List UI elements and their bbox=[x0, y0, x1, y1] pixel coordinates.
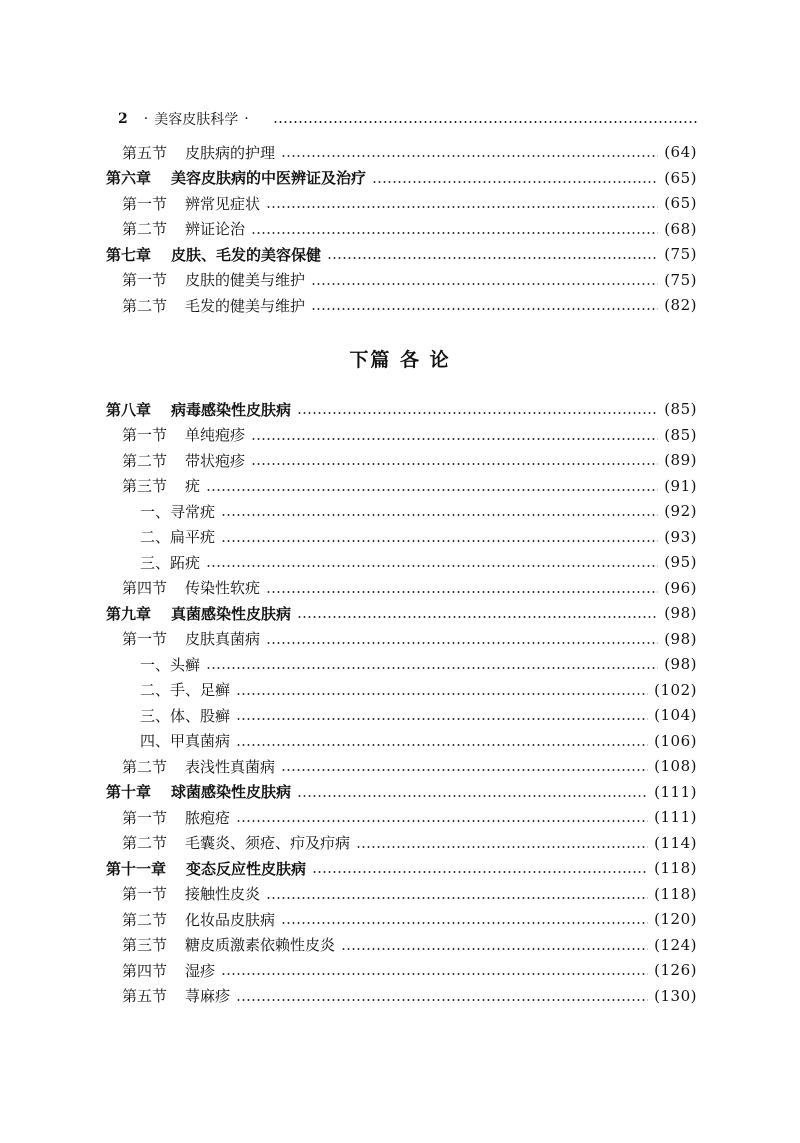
toc-entry-section bbox=[0, 423, 800, 447]
entry-page-number: (124) bbox=[654, 935, 697, 954]
leader-dots bbox=[266, 206, 658, 208]
leader-dots bbox=[236, 693, 648, 695]
leader-dots bbox=[311, 283, 658, 285]
leader-dots bbox=[206, 489, 658, 491]
toc-entry-section bbox=[0, 140, 800, 164]
entry-label: 第二节 bbox=[122, 451, 168, 470]
entry-label: 第四节 bbox=[122, 961, 168, 980]
entry-page-number: (102) bbox=[654, 680, 697, 699]
entry-title: 化妆品皮肤病 bbox=[185, 910, 276, 929]
toc-entry-sub bbox=[0, 499, 800, 523]
toc-entry-section bbox=[0, 882, 800, 906]
leader-dots bbox=[206, 565, 658, 567]
entry-title: 体、股癣 bbox=[170, 706, 231, 725]
leader-dots bbox=[221, 514, 658, 516]
entry-page-number: (93) bbox=[664, 527, 697, 546]
entry-title: 跖疣 bbox=[170, 553, 201, 572]
entry-title: 变态反应性皮肤病 bbox=[186, 859, 307, 878]
entry-page-number: (98) bbox=[664, 655, 697, 673]
entry-label: 第一节 bbox=[122, 808, 168, 827]
entry-title: 皮肤、毛发的美容保健 bbox=[171, 245, 322, 264]
leader-dots bbox=[266, 642, 658, 644]
entry-page-number: (98) bbox=[664, 629, 697, 648]
entry-title: 传染性软疣 bbox=[185, 579, 261, 597]
leader-dots bbox=[281, 922, 648, 924]
leader-dots bbox=[297, 795, 648, 797]
entry-title: 球菌感染性皮肤病 bbox=[171, 783, 292, 801]
leader-dots bbox=[206, 667, 658, 669]
running-header bbox=[118, 110, 698, 128]
entry-label: 第五节 bbox=[122, 143, 168, 162]
entry-page-number: (65) bbox=[664, 168, 697, 187]
entry-page-number: (111) bbox=[654, 808, 697, 826]
toc-entry-chapter bbox=[0, 166, 800, 190]
entry-title: 脓疱疮 bbox=[185, 808, 231, 827]
entry-label: 第二节 bbox=[122, 910, 168, 929]
leader-dots bbox=[236, 718, 648, 720]
leader-dots bbox=[266, 897, 648, 899]
toc-entry-section bbox=[0, 576, 800, 600]
entry-page-number: (126) bbox=[654, 961, 697, 979]
entry-page-number: (85) bbox=[664, 425, 697, 444]
entry-page-number: (85) bbox=[664, 400, 697, 418]
toc-entry-section bbox=[0, 958, 800, 982]
entry-page-number: (91) bbox=[664, 476, 697, 495]
entry-page-number: (98) bbox=[664, 604, 697, 622]
entry-page-number: (118) bbox=[654, 884, 697, 903]
toc-entry-chapter bbox=[0, 856, 800, 880]
entry-label: 第七章 bbox=[106, 245, 152, 264]
entry-page-number: (64) bbox=[664, 143, 697, 161]
entry-title: 疣 bbox=[185, 477, 201, 495]
entry-label: 第十章 bbox=[106, 783, 152, 801]
entry-label: 第六章 bbox=[106, 169, 152, 187]
entry-label: 第一节 bbox=[122, 630, 168, 648]
entry-title: 皮肤真菌病 bbox=[185, 630, 261, 648]
toc-entry-chapter bbox=[0, 780, 800, 804]
entry-page-number: (120) bbox=[654, 910, 697, 928]
toc-entry-section bbox=[0, 217, 800, 241]
leader-dots bbox=[297, 412, 658, 414]
leader-dots bbox=[221, 973, 648, 975]
entry-page-number: (65) bbox=[664, 194, 697, 212]
entry-page-number: (111) bbox=[654, 782, 697, 801]
entry-page-number: (92) bbox=[664, 502, 697, 520]
part-title: 下篇 各 论 bbox=[349, 349, 451, 371]
toc-entry-section bbox=[0, 805, 800, 829]
entry-page-number: (68) bbox=[664, 219, 697, 238]
toc-entry-section bbox=[0, 933, 800, 957]
entry-title: 毛囊炎、须疮、疖及疖病 bbox=[185, 834, 351, 852]
entry-label: 第二节 bbox=[122, 296, 168, 315]
toc-entry-section bbox=[0, 831, 800, 855]
entry-title: 辨证论治 bbox=[185, 220, 246, 238]
entry-page-number: (89) bbox=[664, 451, 697, 469]
toc-entry-sub bbox=[0, 652, 800, 676]
entry-label: 三、 bbox=[140, 706, 171, 725]
leader-dots bbox=[311, 308, 658, 310]
entry-label: 四、 bbox=[140, 732, 171, 750]
leader-dots bbox=[221, 540, 658, 542]
toc-entry-sub bbox=[0, 729, 800, 753]
entry-title: 美容皮肤病的中医辨证及治疗 bbox=[171, 169, 367, 187]
entry-label: 第八章 bbox=[106, 400, 152, 419]
entry-title: 皮肤病的护理 bbox=[185, 143, 276, 162]
entry-page-number: (106) bbox=[654, 731, 697, 750]
leader-dots bbox=[356, 846, 648, 848]
leader-dots bbox=[312, 871, 648, 873]
entry-title: 湿疹 bbox=[185, 961, 216, 980]
entry-page-number: (82) bbox=[664, 296, 697, 314]
toc-entry-section bbox=[0, 627, 800, 651]
entry-label: 第三节 bbox=[122, 936, 168, 954]
leader-dots bbox=[236, 744, 648, 746]
header-bullet-right: · bbox=[244, 111, 249, 127]
leader-dots bbox=[251, 463, 658, 465]
entry-label: 第二节 bbox=[122, 757, 168, 776]
entry-title: 单纯疱疹 bbox=[185, 426, 246, 444]
entry-title: 皮肤的健美与维护 bbox=[185, 271, 306, 289]
entry-label: 一、 bbox=[140, 502, 171, 521]
entry-label: 三、 bbox=[140, 553, 171, 572]
header-bullet-left: · bbox=[143, 111, 149, 127]
toc-entry-section bbox=[0, 448, 800, 472]
toc-entry-chapter bbox=[0, 242, 800, 266]
entry-title: 真菌感染性皮肤病 bbox=[171, 604, 292, 623]
entry-title: 毛发的健美与维护 bbox=[185, 296, 306, 315]
leader-dots bbox=[327, 257, 658, 259]
leader-dots bbox=[281, 155, 658, 157]
header-leader-dots bbox=[273, 121, 698, 123]
toc-entry-sub bbox=[0, 550, 800, 574]
entry-title: 甲真菌病 bbox=[170, 732, 231, 750]
toc-entry-sub bbox=[0, 525, 800, 549]
entry-label: 第十一章 bbox=[106, 859, 167, 878]
leader-dots bbox=[251, 438, 658, 440]
entry-label: 第五节 bbox=[122, 987, 168, 1005]
leader-dots bbox=[281, 769, 648, 771]
entry-label: 二、 bbox=[140, 528, 171, 546]
leader-dots bbox=[372, 181, 658, 183]
entry-title: 荨麻疹 bbox=[185, 987, 231, 1005]
entry-title: 表浅性真菌病 bbox=[185, 757, 276, 776]
entry-title: 带状疱疹 bbox=[185, 451, 246, 470]
toc-entry-section bbox=[0, 754, 800, 778]
entry-page-number: (75) bbox=[664, 270, 697, 289]
entry-label: 二、 bbox=[140, 681, 171, 699]
entry-title: 接触性皮炎 bbox=[185, 885, 261, 903]
entry-label: 第一节 bbox=[122, 194, 168, 213]
entry-label: 第三节 bbox=[122, 477, 168, 495]
toc-entry-section bbox=[0, 293, 800, 317]
book-title: 美容皮肤科学 bbox=[154, 112, 239, 128]
leader-dots bbox=[236, 999, 648, 1001]
entry-page-number: (96) bbox=[664, 578, 697, 597]
leader-dots bbox=[236, 820, 648, 822]
entry-label: 第四节 bbox=[122, 579, 168, 597]
entry-title: 辨常见症状 bbox=[185, 194, 261, 213]
entry-label: 第一节 bbox=[122, 271, 168, 289]
entry-title: 头癣 bbox=[170, 655, 201, 674]
toc-entry-sub bbox=[0, 678, 800, 702]
entry-title: 糖皮质激素依赖性皮炎 bbox=[185, 936, 336, 954]
toc-entry-section bbox=[0, 907, 800, 931]
toc-entry-chapter bbox=[0, 397, 800, 421]
toc-entry-chapter bbox=[0, 601, 800, 625]
toc-entry-sub bbox=[0, 703, 800, 727]
toc-entry-section bbox=[0, 474, 800, 498]
entry-title: 扁平疣 bbox=[170, 528, 216, 546]
entry-page-number: (104) bbox=[654, 706, 697, 724]
entry-page-number: (130) bbox=[654, 986, 697, 1005]
page-number: 2 bbox=[118, 111, 128, 127]
leader-dots bbox=[341, 948, 648, 950]
entry-page-number: (114) bbox=[654, 833, 697, 852]
entry-label: 第二节 bbox=[122, 220, 168, 238]
entry-page-number: (108) bbox=[654, 757, 697, 775]
entry-label: 第二节 bbox=[122, 834, 168, 852]
entry-label: 一、 bbox=[140, 655, 171, 674]
entry-label: 第一节 bbox=[122, 426, 168, 444]
entry-label: 第一节 bbox=[122, 885, 168, 903]
entry-title: 寻常疣 bbox=[170, 502, 216, 521]
entry-title: 病毒感染性皮肤病 bbox=[171, 400, 292, 419]
entry-page-number: (75) bbox=[664, 245, 697, 263]
entry-page-number: (95) bbox=[664, 553, 697, 571]
toc-entry-section bbox=[0, 268, 800, 292]
entry-title: 手、足癣 bbox=[170, 681, 231, 699]
leader-dots bbox=[251, 232, 658, 234]
leader-dots bbox=[297, 616, 658, 618]
entry-label: 第九章 bbox=[106, 604, 152, 623]
toc-entry-section bbox=[0, 191, 800, 215]
leader-dots bbox=[266, 591, 658, 593]
toc-entry-section bbox=[0, 984, 800, 1008]
entry-page-number: (118) bbox=[654, 859, 697, 877]
